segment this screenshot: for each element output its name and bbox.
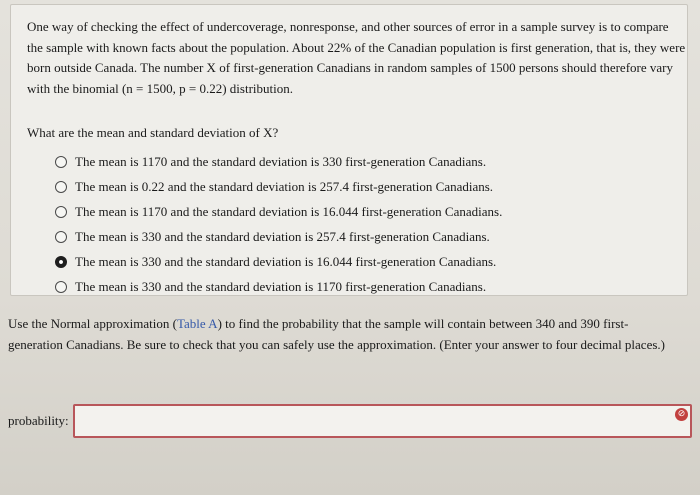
question1-prompt: What are the mean and standard deviation of X? (27, 125, 279, 140)
probability-input-box[interactable] (73, 404, 692, 438)
probability-input[interactable] (75, 406, 690, 436)
radio-empty-icon[interactable] (55, 156, 67, 168)
answer-row (8, 402, 692, 440)
answer-option-label: The mean is 330 and the standard deviation is 1170 first-generation Canadians. (75, 278, 487, 294)
answer-option-label: The mean is 1170 and the standard deviation is 16.044 first-generation Canadians. (75, 203, 503, 219)
question2-text: Use the Normal approximation (Table A) to find the probability that the sample will contain between 340 and 390 first-generation Canadians. Be sure to check that you can safely use the approximation. (Enter your answer to four decimal places.) (8, 316, 665, 352)
error-circle-icon: ⊘ (675, 408, 688, 421)
radio-empty-icon[interactable] (55, 231, 67, 243)
radio-empty-icon[interactable] (55, 181, 67, 193)
answer-option-label: The mean is 330 and the standard deviation is 257.4 first-generation Canadians. (75, 228, 490, 244)
radio-empty-icon[interactable] (55, 281, 67, 293)
answer-option-6[interactable] (55, 274, 655, 299)
answer-option-2[interactable] (55, 174, 655, 199)
question-card (10, 4, 688, 296)
answer-option-label: The mean is 1170 and the standard deviation is 330 first-generation Canadians. (75, 153, 487, 169)
table-a-link[interactable]: Table A (176, 316, 218, 331)
answer-option-4[interactable] (55, 224, 655, 249)
answer-options (55, 149, 655, 299)
intro-text: One way of checking the effect of undercoverage, nonresponse, and other sources of error in a sample survey is to compare the sample with known facts about the population. About 22% of the Canadian population is first generation, that is, they were born outside Canada. The number X of first-generation Canadians in random samples of 1500 persons should therefore vary with the binomial (n = 1500, p = 0.22) distribution. (27, 19, 686, 96)
radio-empty-icon[interactable] (55, 206, 67, 218)
probability-label: probability: (8, 413, 69, 428)
answer-option-5[interactable] (55, 249, 655, 274)
answer-option-label: The mean is 330 and the standard deviation is 16.044 first-generation Canadians. (75, 253, 497, 269)
answer-option-label: The mean is 0.22 and the standard deviation is 257.4 first-generation Canadians. (75, 178, 494, 194)
answer-option-3[interactable] (55, 199, 655, 224)
answer-option-1[interactable] (55, 149, 655, 174)
radio-selected-icon[interactable] (55, 256, 67, 268)
